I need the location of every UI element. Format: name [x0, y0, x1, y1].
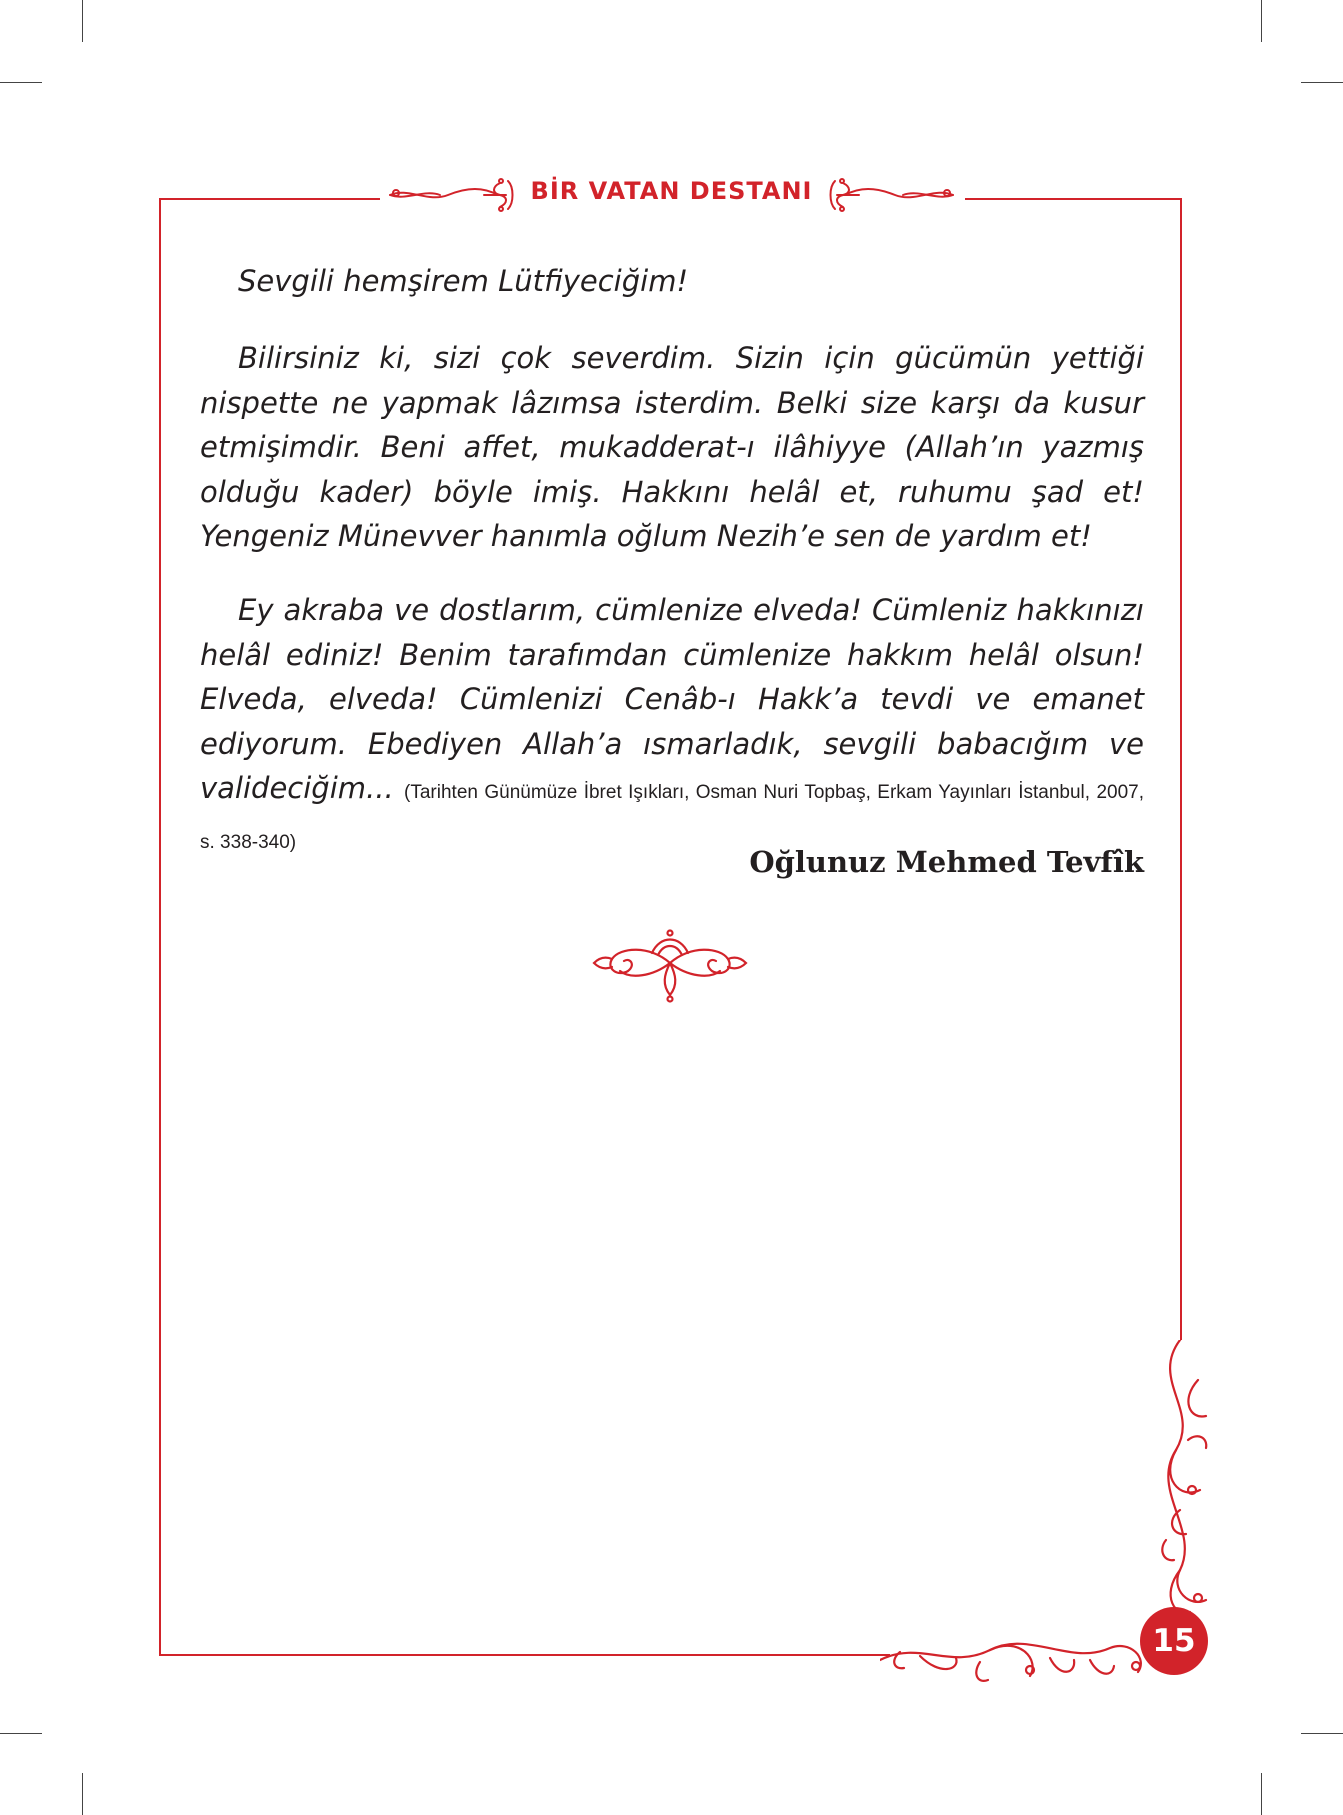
running-header-title: BİR VATAN DESTANI: [530, 177, 813, 205]
page-number-badge: 15: [1140, 1607, 1208, 1675]
center-ornament-icon: [590, 925, 750, 1003]
crop-mark: [1301, 82, 1343, 83]
letter-greeting: Sevgili hemşirem Lütfiyeciğim!: [238, 264, 689, 298]
header-right-flourish-icon: [825, 173, 955, 217]
crop-mark: [1301, 1733, 1343, 1734]
crop-mark: [1261, 0, 1262, 42]
letter-paragraph-1: Bilirsiniz ki, sizi çok severdim. Sizin için gücümün yettiği nispette ne yapmak lâzımsa isterdim. Belki size karşı da kusur etmişimdir. Beni affet, mukadderat-ı ilâhiyye (Allah’ın yazmış olduğu kader) böyle imiş. Hakkını helâl et, ruhumu şad et! Yengeniz Münevver hanımla oğlum Nezih’e sen de yardım et!: [200, 341, 1144, 553]
signature: Oğlunuz Mehmed Tevfîk: [749, 845, 1144, 879]
crop-mark: [82, 1773, 83, 1815]
letter-paragraph-2-text: Ey akraba ve dostlarım, cümlenize elveda! Cümleniz hakkınızı helâl ediniz! Benim tarafımdan cümlenize hakkım helâl olsun! Elveda, elveda! Cümlenizi Cenâb-ı Hakk’a tevdi ve emanet ediyorum. Ebediyen Allah’a ısmarladık, sevgili babacığım ve valideciğim...: [200, 593, 1144, 805]
crop-mark: [0, 1733, 42, 1734]
citation: (Tarihten Günümüze İbret Işıkları, Osman Nuri Topbaş, Erkam Yayınları İstanbul, 2007, s. 338-340): [200, 782, 1145, 853]
crop-mark: [82, 0, 83, 42]
letter-paragraph-2: [200, 588, 1144, 865]
crop-mark: [0, 82, 42, 83]
header-left-flourish-icon: [388, 173, 518, 217]
crop-mark: [1261, 1773, 1262, 1815]
